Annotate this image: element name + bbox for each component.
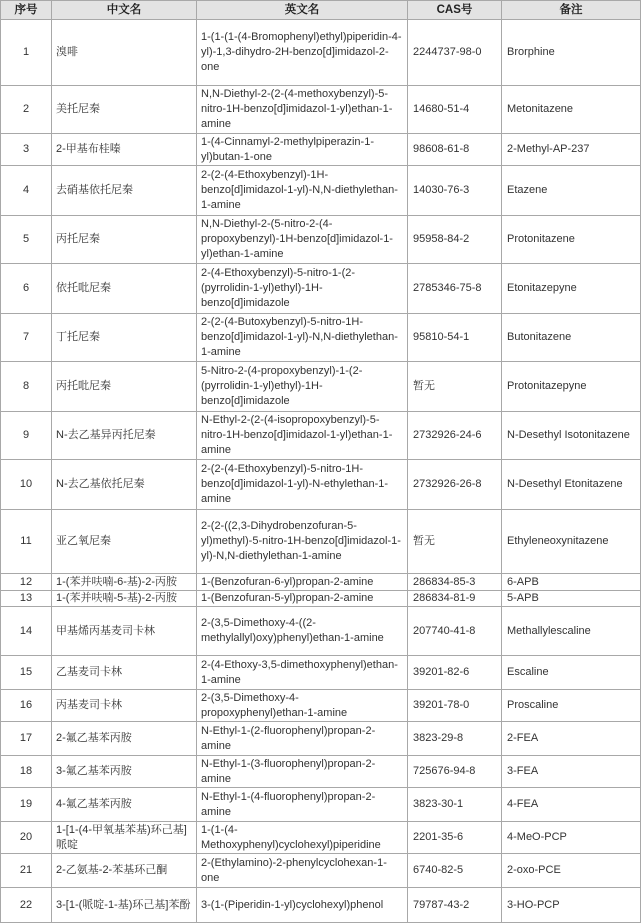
row-number-cell	[0, 690, 52, 722]
row-number-cell	[0, 314, 52, 362]
cas-number-cell	[408, 314, 502, 362]
row-number-cell-text: 22	[19, 898, 33, 911]
english-name-cell	[197, 412, 408, 460]
chinese-name-cell	[52, 412, 197, 460]
remark-cell-text: 3-HO-PCP	[507, 898, 560, 911]
english-name-cell	[197, 216, 408, 264]
cas-number-cell-text: 3823-29-8	[413, 732, 464, 744]
chinese-name-cell	[52, 591, 197, 607]
cas-number-cell	[408, 134, 502, 166]
english-name-cell-text: 2-(2-(4-Butoxybenzyl)-5-nitro-1H-benzo[d]imidazol-1-yl)-N,N-diethylethan-1-amine	[201, 316, 398, 358]
remark-cell	[502, 854, 641, 888]
remark-cell-text: 3-FEA	[507, 765, 539, 777]
row-number-cell	[0, 166, 52, 216]
english-name-cell	[197, 854, 408, 888]
chinese-name-cell	[52, 690, 197, 722]
header-seq-label: 序号	[14, 4, 38, 16]
table-body	[0, 20, 641, 923]
table-row	[0, 607, 641, 656]
cas-number-cell	[408, 412, 502, 460]
header-cas-number-label: CAS号	[436, 4, 473, 16]
table-row	[0, 854, 641, 888]
remark-cell	[502, 134, 641, 166]
remark-cell-text: Butonitazene	[507, 331, 572, 343]
english-name-cell	[197, 166, 408, 216]
cas-number-cell-text: 暂无	[413, 380, 435, 392]
chinese-name-cell	[52, 460, 197, 510]
row-number-cell-text: 5	[22, 233, 30, 245]
chinese-name-cell	[52, 756, 197, 788]
chinese-name-cell-text: 1-[1-(4-甲氧基苯基)环己基]哌啶	[56, 823, 187, 851]
row-number-cell	[0, 216, 52, 264]
chinese-name-cell	[52, 574, 197, 591]
row-number-cell	[0, 722, 52, 756]
remark-cell	[502, 510, 641, 574]
chinese-name-cell	[52, 788, 197, 822]
row-number-cell	[0, 854, 52, 888]
table-row	[0, 510, 641, 574]
chinese-name-cell-text: N-去乙基异丙托尼秦	[56, 429, 156, 441]
chinese-name-cell-text: 乙基麦司卡林	[56, 666, 122, 678]
cas-number-cell-text: 3823-30-1	[413, 798, 464, 810]
english-name-cell-text: N-Ethyl-2-(2-(4-isopropoxybenzyl)-5-nitro-1H-benzo[d]imidazol-1-yl)ethan-1-amine	[201, 414, 393, 456]
english-name-cell	[197, 314, 408, 362]
remark-cell-text: N-Desethyl Etonitazene	[507, 478, 623, 490]
cas-number-cell	[408, 788, 502, 822]
row-number-cell	[0, 574, 52, 591]
cas-number-cell	[408, 574, 502, 591]
cas-number-cell-text: 79787-43-2	[413, 898, 470, 911]
row-number-cell	[0, 20, 52, 86]
cas-number-cell	[408, 888, 502, 923]
chinese-name-cell-text: 4-氟乙基苯丙胺	[56, 798, 132, 810]
english-name-cell-text: 2-(3,5-Dimethoxy-4-((2-methylallyl)oxy)phenyl)ethan-1-amine	[201, 617, 384, 644]
cas-number-cell	[408, 20, 502, 86]
row-number-cell-text: 4	[22, 184, 30, 196]
chinese-name-cell-text: N-去乙基依托尼秦	[56, 478, 145, 490]
cas-number-cell	[408, 656, 502, 690]
english-name-cell	[197, 574, 408, 591]
remark-cell	[502, 460, 641, 510]
row-number-cell	[0, 412, 52, 460]
row-number-cell	[0, 86, 52, 134]
remark-cell-text: Ethyleneoxynitazene	[507, 535, 609, 547]
english-name-cell	[197, 888, 408, 923]
row-number-cell-text: 17	[19, 732, 33, 744]
table-row	[0, 822, 641, 854]
remark-cell-text: Brorphine	[507, 46, 555, 58]
header-chinese-name-label: 中文名	[106, 4, 142, 16]
chinese-name-cell	[52, 86, 197, 134]
cas-number-cell	[408, 690, 502, 722]
remark-cell	[502, 264, 641, 314]
row-number-cell	[0, 362, 52, 412]
remark-cell	[502, 607, 641, 656]
remark-cell-text: Protonitazepyne	[507, 380, 587, 392]
table-row	[0, 314, 641, 362]
row-number-cell-text: 13	[19, 592, 33, 604]
table-row	[0, 888, 641, 923]
chinese-name-cell	[52, 607, 197, 656]
header-remark	[502, 0, 641, 20]
english-name-cell-text: 1-(1-(4-Methoxyphenyl)cyclohexyl)piperidine	[201, 823, 381, 851]
cas-number-cell	[408, 362, 502, 412]
header-remark-label: 备注	[559, 4, 583, 16]
row-number-cell-text: 12	[19, 575, 33, 588]
row-number-cell-text: 9	[22, 429, 30, 441]
english-name-cell-text: N-Ethyl-1-(4-fluorophenyl)propan-2-amine	[201, 790, 376, 818]
english-name-cell-text: 5-Nitro-2-(4-propoxybenzyl)-1-(2-(pyrrolidin-1-yl)ethyl)-1H-benzo[d]imidazole	[201, 365, 363, 407]
row-number-cell	[0, 607, 52, 656]
cas-number-cell	[408, 854, 502, 888]
cas-number-cell	[408, 607, 502, 656]
row-number-cell	[0, 888, 52, 923]
english-name-cell	[197, 656, 408, 690]
remark-cell	[502, 362, 641, 412]
cas-number-cell-text: 14030-76-3	[413, 184, 470, 196]
chinese-name-cell-text: 丁托尼秦	[56, 331, 100, 343]
chinese-name-cell	[52, 888, 197, 923]
english-name-cell	[197, 788, 408, 822]
row-number-cell-text: 11	[20, 535, 32, 547]
remark-cell-text: 2-Methyl-AP-237	[507, 143, 590, 155]
english-name-cell	[197, 591, 408, 607]
english-name-cell-text: N-Ethyl-1-(3-fluorophenyl)propan-2-amine	[201, 757, 376, 785]
header-cas-number	[408, 0, 502, 20]
chinese-name-cell-text: 3-氟乙基苯丙胺	[56, 765, 132, 777]
english-name-cell	[197, 722, 408, 756]
english-name-cell	[197, 510, 408, 574]
chinese-name-cell-text: 1-(苯并呋喃-6-基)-2-丙胺	[56, 575, 177, 588]
table-row	[0, 656, 641, 690]
english-name-cell	[197, 134, 408, 166]
remark-cell-text: Etonitazepyne	[507, 282, 577, 294]
remark-cell-text: 5-APB	[507, 592, 539, 604]
chinese-name-cell-text: 溴啡	[56, 46, 78, 58]
remark-cell	[502, 756, 641, 788]
chinese-name-cell-text: 美托尼秦	[56, 103, 100, 115]
remark-cell	[502, 888, 641, 923]
row-number-cell	[0, 788, 52, 822]
english-name-cell-text: 2-(4-Ethoxy-3,5-dimethoxyphenyl)ethan-1-amine	[201, 658, 398, 686]
remark-cell-text: 2-oxo-PCE	[507, 864, 561, 876]
row-number-cell-text: 19	[19, 798, 33, 810]
row-number-cell-text: 6	[22, 282, 30, 294]
chinese-name-cell-text: 2-甲基布桂嗪	[56, 143, 121, 155]
cas-number-cell-text: 98608-61-8	[413, 143, 470, 155]
row-number-cell-text: 15	[19, 666, 33, 678]
english-name-cell	[197, 20, 408, 86]
remark-cell-text: N-Desethyl Isotonitazene	[507, 429, 630, 441]
chinese-name-cell-text: 依托吡尼秦	[56, 282, 111, 294]
cas-number-cell	[408, 166, 502, 216]
cas-number-cell-text: 暂无	[413, 535, 435, 547]
cas-number-cell	[408, 460, 502, 510]
chinese-name-cell	[52, 854, 197, 888]
remark-cell-text: 2-FEA	[507, 732, 539, 744]
chinese-name-cell-text: 丙托吡尼秦	[56, 380, 111, 392]
table-row	[0, 20, 641, 86]
remark-cell	[502, 722, 641, 756]
cas-number-cell-text: 2201-35-6	[413, 831, 464, 843]
remark-cell	[502, 216, 641, 264]
table-row	[0, 690, 641, 722]
english-name-cell-text: 2-(2-(4-Ethoxybenzyl)-5-nitro-1H-benzo[d]imidazol-1-yl)-N-ethylethan-1-amine	[201, 463, 389, 505]
remark-cell	[502, 314, 641, 362]
english-name-cell-text: N,N-Diethyl-2-(5-nitro-2-(4-propoxybenzyl)-1H-benzo[d]imidazol-1-yl)ethan-1-amine	[201, 218, 393, 260]
english-name-cell-text: 2-(3,5-Dimethoxy-4-propoxyphenyl)ethan-1-amine	[201, 691, 348, 719]
row-number-cell-text: 8	[22, 380, 30, 392]
chinese-name-cell-text: 去硝基依托尼秦	[56, 184, 133, 196]
cas-number-cell	[408, 216, 502, 264]
chinese-name-cell	[52, 822, 197, 854]
english-name-cell-text: N,N-Diethyl-2-(2-(4-methoxybenzyl)-5-nitro-1H-benzo[d]imidazol-1-yl)ethan-1-amine	[201, 88, 393, 130]
cas-number-cell	[408, 591, 502, 607]
remark-cell	[502, 788, 641, 822]
row-number-cell-text: 10	[19, 478, 33, 490]
row-number-cell	[0, 656, 52, 690]
cas-number-cell	[408, 264, 502, 314]
table-row	[0, 412, 641, 460]
row-number-cell-text: 21	[19, 864, 33, 876]
english-name-cell	[197, 362, 408, 412]
cas-number-cell-text: 286834-85-3	[413, 575, 476, 588]
table-row	[0, 460, 641, 510]
remark-cell	[502, 412, 641, 460]
chinese-name-cell	[52, 722, 197, 756]
row-number-cell	[0, 510, 52, 574]
row-number-cell-text: 2	[22, 103, 30, 115]
table-row	[0, 134, 641, 166]
row-number-cell	[0, 460, 52, 510]
table-header-row	[0, 0, 641, 20]
remark-cell	[502, 86, 641, 134]
chinese-name-cell-text: 2-乙氨基-2-苯基环己酮	[56, 864, 168, 876]
chinese-name-cell-text: 甲基烯丙基麦司卡林	[56, 624, 155, 637]
english-name-cell	[197, 756, 408, 788]
chinese-name-cell	[52, 166, 197, 216]
cas-number-cell	[408, 722, 502, 756]
english-name-cell-text: N-Ethyl-1-(2-fluorophenyl)propan-2-amine	[201, 724, 376, 752]
remark-cell	[502, 574, 641, 591]
english-name-cell-text: 2-(4-Ethoxybenzyl)-5-nitro-1-(2-(pyrrolidin-1-yl)ethyl)-1H-benzo[d]imidazole	[201, 267, 356, 309]
cas-number-cell-text: 2732926-24-6	[413, 429, 482, 441]
remark-cell-text: Etazene	[507, 184, 548, 196]
english-name-cell-text: 2-(2-(4-Ethoxybenzyl)-1H-benzo[d]imidazol-1-yl)-N,N-diethylethan-1-amine	[201, 169, 398, 211]
row-number-cell	[0, 264, 52, 314]
cas-number-cell-text: 2244737-98-0	[413, 46, 482, 58]
header-english-name	[197, 0, 408, 20]
english-name-cell	[197, 264, 408, 314]
table-row	[0, 216, 641, 264]
remark-cell-text: 6-APB	[507, 575, 539, 588]
chinese-name-cell	[52, 362, 197, 412]
chinese-name-cell-text: 1-(苯并呋喃-5-基)-2-丙胺	[56, 592, 177, 604]
table-row	[0, 86, 641, 134]
header-seq	[0, 0, 52, 20]
remark-cell-text: 4-FEA	[507, 798, 539, 810]
english-name-cell-text: 1-(4-Cinnamyl-2-methylpiperazin-1-yl)butan-1-one	[201, 135, 374, 163]
table-row	[0, 574, 641, 591]
table-row	[0, 591, 641, 607]
english-name-cell-text: 1-(1-(1-(4-Bromophenyl)ethyl)piperidin-4-yl)-1,3-dihydro-2H-benzo[d]imidazol-2-one	[201, 31, 402, 73]
table-row	[0, 756, 641, 788]
english-name-cell	[197, 690, 408, 722]
row-number-cell-text: 18	[19, 765, 33, 777]
remark-cell	[502, 656, 641, 690]
table-row	[0, 166, 641, 216]
remark-cell-text: Metonitazene	[507, 103, 574, 115]
header-english-name-label: 英文名	[284, 4, 320, 16]
remark-cell	[502, 20, 641, 86]
english-name-cell	[197, 822, 408, 854]
chinese-name-cell	[52, 264, 197, 314]
chinese-name-cell	[52, 510, 197, 574]
english-name-cell	[197, 607, 408, 656]
row-number-cell	[0, 134, 52, 166]
cas-number-cell	[408, 86, 502, 134]
cas-number-cell-text: 725676-94-8	[413, 765, 476, 777]
chinese-name-cell-text: 丙基麦司卡林	[56, 699, 122, 711]
cas-number-cell	[408, 756, 502, 788]
english-name-cell	[197, 86, 408, 134]
row-number-cell-text: 20	[19, 831, 33, 843]
cas-number-cell-text: 207740-41-8	[413, 624, 476, 637]
row-number-cell	[0, 756, 52, 788]
remark-cell-text: Protonitazene	[507, 233, 575, 245]
row-number-cell-text: 3	[22, 143, 30, 155]
table-row	[0, 788, 641, 822]
english-name-cell-text: 2-(Ethylamino)-2-phenylcyclohexan-1-one	[201, 856, 387, 884]
cas-number-cell	[408, 510, 502, 574]
table-row	[0, 722, 641, 756]
chinese-name-cell-text: 亚乙氧尼秦	[56, 535, 111, 547]
cas-number-cell-text: 39201-78-0	[413, 699, 470, 711]
row-number-cell-text: 14	[19, 624, 33, 637]
chinese-name-cell	[52, 134, 197, 166]
chinese-name-cell-text: 丙托尼秦	[56, 233, 100, 245]
cas-number-cell-text: 39201-82-6	[413, 666, 470, 678]
row-number-cell-text: 16	[19, 699, 33, 711]
cas-number-cell	[408, 822, 502, 854]
english-name-cell-text: 1-(Benzofuran-6-yl)propan-2-amine	[201, 575, 374, 588]
english-name-cell	[197, 460, 408, 510]
table-row	[0, 362, 641, 412]
chinese-name-cell	[52, 20, 197, 86]
english-name-cell-text: 1-(Benzofuran-5-yl)propan-2-amine	[201, 592, 374, 604]
remark-cell	[502, 690, 641, 722]
cas-number-cell-text: 95958-84-2	[413, 233, 470, 245]
chinese-name-cell	[52, 216, 197, 264]
chinese-name-cell	[52, 656, 197, 690]
row-number-cell	[0, 822, 52, 854]
table-row	[0, 264, 641, 314]
remark-cell-text: Proscaline	[507, 699, 559, 711]
cas-number-cell-text: 6740-82-5	[413, 864, 464, 876]
chinese-name-cell-text: 3-[1-(哌啶-1-基)环己基]苯酚	[56, 898, 191, 911]
cas-number-cell-text: 95810-54-1	[413, 331, 470, 343]
header-chinese-name	[52, 0, 197, 20]
english-name-cell-text: 3-(1-(Piperidin-1-yl)cyclohexyl)phenol	[201, 898, 384, 911]
cas-number-cell-text: 2732926-26-8	[413, 478, 482, 490]
remark-cell	[502, 166, 641, 216]
remark-cell-text: Methallylescaline	[507, 624, 591, 637]
chinese-name-cell	[52, 314, 197, 362]
remark-cell	[502, 591, 641, 607]
cas-number-cell-text: 2785346-75-8	[413, 282, 482, 294]
chinese-name-cell-text: 2-氟乙基苯丙胺	[56, 732, 132, 744]
remark-cell	[502, 822, 641, 854]
remark-cell-text: 4-MeO-PCP	[507, 831, 567, 843]
row-number-cell	[0, 591, 52, 607]
cas-number-cell-text: 14680-51-4	[413, 103, 470, 115]
row-number-cell-text: 7	[22, 331, 30, 343]
cas-number-cell-text: 286834-81-9	[413, 592, 476, 604]
english-name-cell-text: 2-(2-((2,3-Dihydrobenzofuran-5-yl)methyl)-5-nitro-1H-benzo[d]imidazol-1-yl)-N,N-diethylethan-1-amine	[201, 520, 401, 562]
row-number-cell-text: 1	[22, 46, 30, 58]
remark-cell-text: Escaline	[507, 666, 549, 678]
